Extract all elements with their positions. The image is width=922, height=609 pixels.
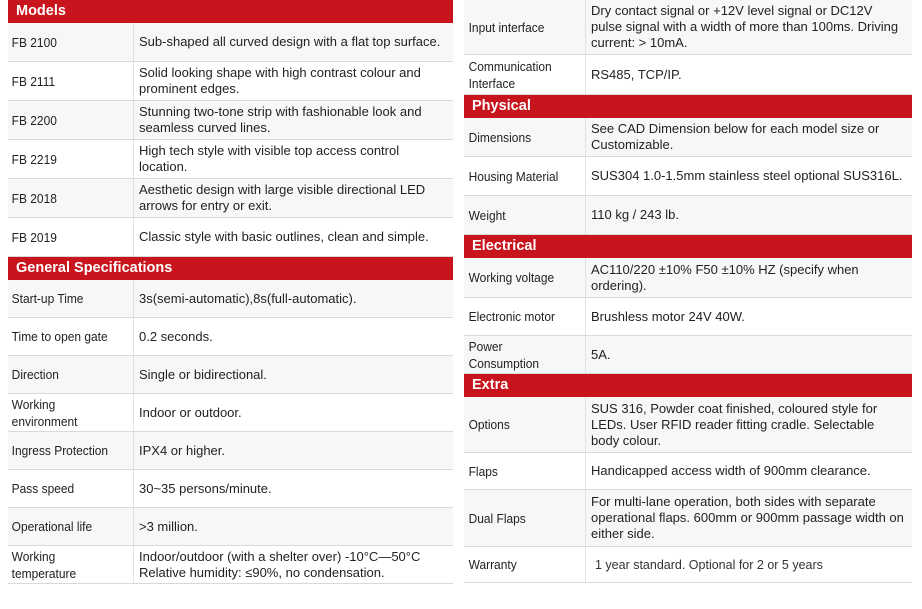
table-row (464, 55, 912, 95)
table-row (464, 196, 912, 235)
row-value: Brushless motor 24V 40W. (585, 298, 912, 335)
table-row (8, 179, 453, 218)
physical-section-header: Physical (464, 95, 912, 118)
row-value: Sub-shaped all curved design with a flat top surface. (133, 23, 453, 61)
row-value: For multi-lane operation, both sides with separate operational flaps. 600mm or 900mm passage width on either side. (585, 490, 912, 546)
row-value: 30~35 persons/minute. (133, 470, 453, 507)
row-value: 5A. (585, 336, 912, 373)
table-row (8, 394, 453, 432)
table-row (8, 470, 453, 508)
table-row (464, 298, 912, 336)
interface-table (464, 0, 912, 95)
row-label: Working voltage (468, 270, 555, 285)
row-value: 0.2 seconds. (133, 318, 453, 355)
row-label: Start-up Time (11, 291, 84, 306)
row-label: Ingress Protection (11, 443, 109, 458)
table-row (464, 453, 912, 490)
table-row (8, 280, 453, 318)
row-label: Dimensions (468, 129, 532, 145)
physical-table (464, 118, 912, 235)
row-label: Warranty (468, 557, 517, 572)
table-row (464, 157, 912, 196)
table-row (8, 356, 453, 394)
table-row (8, 318, 453, 356)
row-label: Housing Material (468, 168, 559, 184)
table-row (464, 547, 912, 583)
row-value: SUS304 1.0-1.5mm stainless steel optional SUS316L. (585, 157, 912, 195)
row-label: Direction (11, 367, 59, 382)
extra-table (464, 397, 912, 583)
row-value: 1 year standard. Optional for 2 or 5 years (585, 547, 912, 582)
row-label: Options (468, 417, 510, 432)
row-label: FB 2019 (11, 229, 57, 245)
row-label: Flaps (468, 463, 498, 479)
row-value: Indoor/outdoor (with a shelter over) -10°C—50°C Relative humidity: ≤90%, no condensation. (133, 546, 453, 583)
row-value: Single or bidirectional. (133, 356, 453, 393)
table-row (464, 118, 912, 157)
general-specifications-table (8, 280, 453, 584)
right-column (464, 0, 912, 583)
extra-section-header: Extra (464, 374, 912, 397)
row-value: >3 million. (133, 508, 453, 545)
row-value: Aesthetic design with large visible directional LED arrows for entry or exit. (133, 179, 453, 217)
table-row (8, 432, 453, 470)
row-label: Weight (468, 207, 506, 223)
row-label: Communication Interface (468, 58, 552, 91)
row-label: FB 2018 (11, 190, 57, 206)
row-label: Power Consumption (468, 338, 540, 371)
row-value: Handicapped access width of 900mm clearance. (585, 453, 912, 489)
table-row (464, 397, 912, 453)
row-value: IPX4 or higher. (133, 432, 453, 469)
row-value: SUS 316, Powder coat finished, coloured style for LEDs. User RFID reader fitting cradle. Selectable body colour. (585, 397, 912, 452)
row-label: Input interface (468, 19, 545, 35)
row-value: Classic style with basic outlines, clean and simple. (133, 218, 453, 256)
row-value: Indoor or outdoor. (133, 394, 453, 431)
left-column (8, 0, 453, 584)
row-value: High tech style with visible top access control location. (133, 140, 453, 178)
general-specifications-section-header: General Specifications (8, 257, 453, 280)
row-value: Stunning two-tone strip with fashionable look and seamless curved lines. (133, 101, 453, 139)
electrical-table (464, 258, 912, 374)
row-label: Dual Flaps (468, 510, 526, 526)
row-value: 3s(semi-automatic),8s(full-automatic). (133, 280, 453, 317)
table-row (8, 508, 453, 546)
row-value: See CAD Dimension below for each model size or Customizable. (585, 118, 912, 156)
row-label: Pass speed (11, 481, 75, 496)
electrical-section-header: Electrical (464, 235, 912, 258)
row-value: Solid looking shape with high contrast colour and prominent edges. (133, 62, 453, 100)
table-row (8, 140, 453, 179)
table-row (8, 101, 453, 140)
row-label: FB 2100 (11, 34, 57, 50)
table-row (464, 258, 912, 298)
row-value: AC110/220 ±10% F50 ±10% HZ (specify when ordering). (585, 258, 912, 297)
table-row (8, 62, 453, 101)
models-table (8, 23, 453, 257)
table-row (8, 23, 453, 62)
row-label: Electronic motor (468, 309, 556, 324)
row-label: FB 2200 (11, 112, 57, 128)
row-value: RS485, TCP/IP. (585, 55, 912, 94)
table-row (464, 336, 912, 374)
row-label: Working environment (11, 396, 78, 429)
table-row (8, 218, 453, 257)
table-row (464, 490, 912, 547)
row-label: FB 2111 (11, 73, 56, 89)
row-label: FB 2219 (11, 151, 57, 167)
table-row (464, 0, 912, 55)
table-row (8, 546, 453, 584)
row-value: 110 kg / 243 lb. (585, 196, 912, 234)
row-label: Operational life (11, 519, 93, 534)
row-label: Time to open gate (11, 329, 108, 344)
models-section-header: Models (8, 0, 453, 23)
row-value: Dry contact signal or +12V level signal or DC12V pulse signal with a width of more than 100ms. Driving current: > 10mA. (585, 0, 912, 54)
row-label: Working temperature (11, 548, 77, 581)
